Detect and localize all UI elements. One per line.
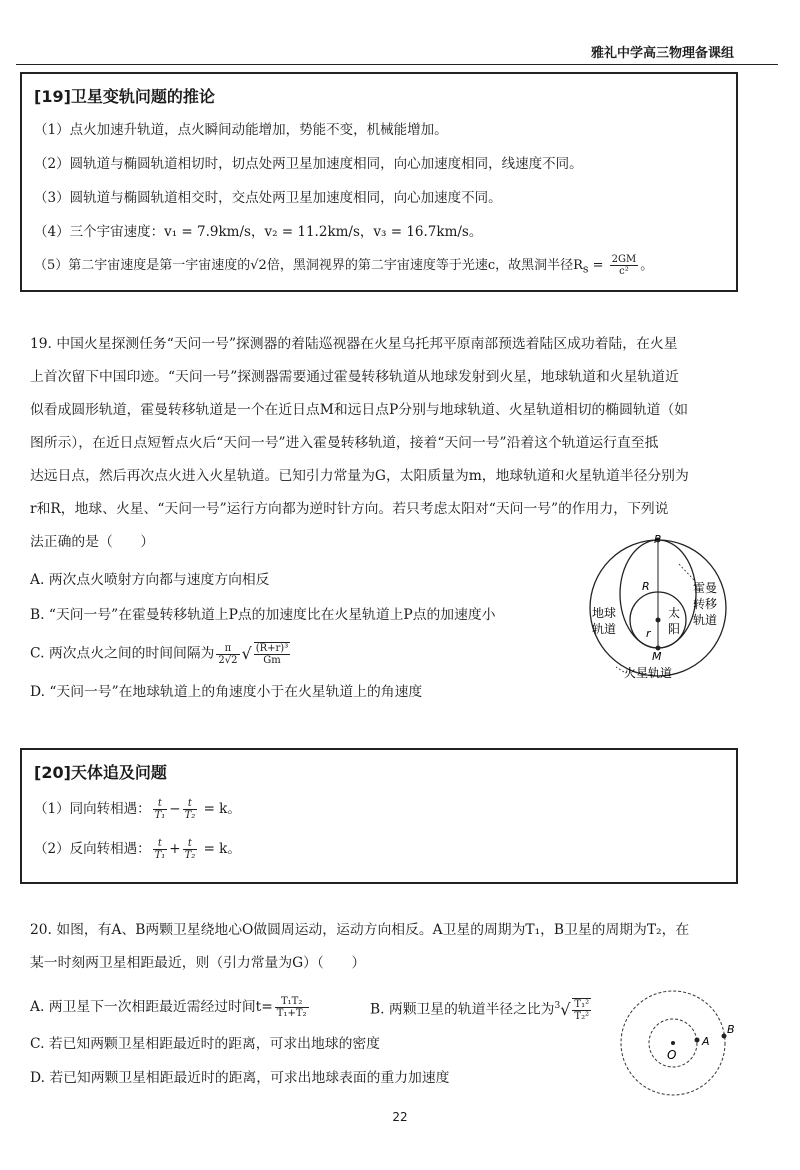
label-hohmann-2: 转移 — [693, 597, 718, 611]
mars-leader-line — [616, 667, 624, 672]
question-19-text — [30, 328, 770, 559]
question-19-line: 19. 中国火星探测任务“天问一号”探测器的着陆巡视器在火星乌托邦平原南部预选着陆区成功着陆，在火星 — [30, 336, 678, 352]
section-19-item-5: （5）第二宇宙速度是第一宇宙速度的√2倍，黑洞视界的第二宇宙速度等于光速c，故黑洞半径$R_s$ = $\frac{2GM}{\text{c²}}$ 。 — [34, 254, 654, 277]
section-19-item-1: （1）点火加速升轨道，点火瞬间动能增加，势能不变，机械能增加。 — [34, 122, 448, 138]
header-school: 雅礼中学高三物理备课组 — [590, 46, 734, 61]
label-b: B — [727, 1023, 735, 1036]
sun-dot — [656, 618, 661, 623]
question-19-line: 达远日点，然后再次点火进入火星轨道。已知引力常量为G，太阳质量为m，地球轨道和火星轨道半径分别为 — [30, 468, 689, 484]
question-19-line: 法正确的是（ ） — [30, 534, 155, 550]
question-20-option-d[interactable]: D. 若已知两颗卫星相距最近时的距离，可求出地球表面的重力加速度 — [30, 1070, 450, 1086]
question-19-option-a[interactable]: A. 两次点火喷射方向都与速度方向相反 — [30, 572, 270, 588]
section-20-item-1: （1）同向转相遇： $\frac{t}{\text{T₁}}$ − $\frac{t}{\text{T₂}}$ = k。 — [34, 798, 241, 821]
section-19-item-2: （2）圆轨道与椭圆轨道相切时，切点处两卫星加速度相同，向心加速度相同，线速度不同。 — [34, 156, 583, 172]
question-20-option-a[interactable]: A. 两卫星下一次相距最近需经过时间t= $\frac{\text{T₁T₂}}{\text{T₁+T₂}}$ — [30, 996, 307, 1019]
question-19-line: r和R，地球、火星、“天问一号”运行方向都为逆时针方向。若只考虑太阳对“天问一号”的作用力，下列说 — [30, 501, 669, 517]
question-20-line: 某一时刻两卫星相距最近，则（引力常量为G）（ ） — [30, 955, 366, 971]
hohmann-leader-line — [678, 563, 694, 580]
label-hohmann-1: 霍曼 — [693, 581, 718, 595]
question-20-option-c[interactable]: C. 若已知两颗卫星相距最近时的距离，可求出地球的密度 — [30, 1036, 380, 1052]
label-earth-orbit-1: 地球 — [592, 606, 617, 620]
label-a: A — [702, 1035, 710, 1048]
label-R: R — [642, 580, 650, 593]
label-r: r — [646, 627, 651, 640]
label-P: P — [654, 535, 661, 546]
question-20-option-b[interactable]: B. 两颗卫星的轨道半径之比为$^3$√ $\frac{\text{T₁²}}{\text{T₂²}}$ — [370, 999, 590, 1023]
header-rule — [16, 64, 778, 65]
section-19-item-3: （3）圆轨道与椭圆轨道相交时，交点处两卫星加速度相同，向心加速度不同。 — [34, 190, 502, 206]
question-19-line: 似看成圆形轨道，霍曼转移轨道是一个在近日点M和远日点P分别与地球轨道、火星轨道相切的椭圆轨道（如 — [30, 402, 689, 418]
label-M: M — [652, 650, 662, 663]
section-19-item-4: （4）三个宇宙速度：v₁ = 7.9km/s，v₂ = 11.2km/s，v₃ = 16.7km/s。 — [34, 224, 483, 240]
question-20-text — [30, 914, 770, 980]
section-20-box — [20, 748, 738, 884]
satellite-a-dot — [695, 1038, 700, 1043]
label-hohmann-3: 轨道 — [693, 613, 718, 627]
label-o: O — [667, 1048, 677, 1062]
section-19-box — [20, 72, 738, 292]
orbit-diagram — [615, 988, 745, 1098]
question-19-line: 图所示），在近日点短暂点火后“天问一号”进入霍曼转移轨道，接着“天问一号”沿着这个轨道运行直至抵 — [30, 435, 659, 451]
question-19-option-d[interactable]: D. “天问一号”在地球轨道上的角速度小于在火星轨道上的角速度 — [30, 684, 423, 700]
section-19-title: [19]卫星变轨问题的推论 — [34, 87, 215, 106]
question-19-option-c[interactable]: C. 两次点火之间的时间间隔为 $\frac{\pi}{2√2}$ √ $\frac{\text{(R+r)³}}{Gm}$ — [30, 642, 289, 666]
hohmann-diagram — [580, 535, 770, 685]
label-earth-orbit-2: 轨道 — [592, 622, 617, 636]
center-o-dot — [671, 1041, 675, 1045]
label-sun-2: 阳 — [668, 622, 681, 636]
question-20-line: 20. 如图，有A、B两颗卫星绕地心O做圆周运动，运动方向相反。A卫星的周期为T₁，B卫星的周期为T₂，在 — [30, 922, 690, 938]
page-number: 22 — [392, 1110, 408, 1124]
label-sun-1: 太 — [668, 606, 681, 620]
label-mars-orbit: 火星轨道 — [624, 666, 673, 680]
question-19-option-b[interactable]: B. “天问一号”在霍曼转移轨道上P点的加速度比在火星轨道上P点的加速度小 — [30, 607, 496, 623]
section-20-title: [20]天体追及问题 — [34, 763, 167, 782]
satellite-b-dot — [722, 1034, 727, 1039]
section-20-item-2: （2）反向转相遇： $\frac{t}{\text{T₁}}$ + $\frac{t}{\text{T₂}}$ = k。 — [34, 838, 241, 861]
question-19-line: 上首次留下中国印迹。“天问一号”探测器需要通过霍曼转移轨道从地球发射到火星，地球轨道和火星轨道近 — [30, 369, 679, 385]
